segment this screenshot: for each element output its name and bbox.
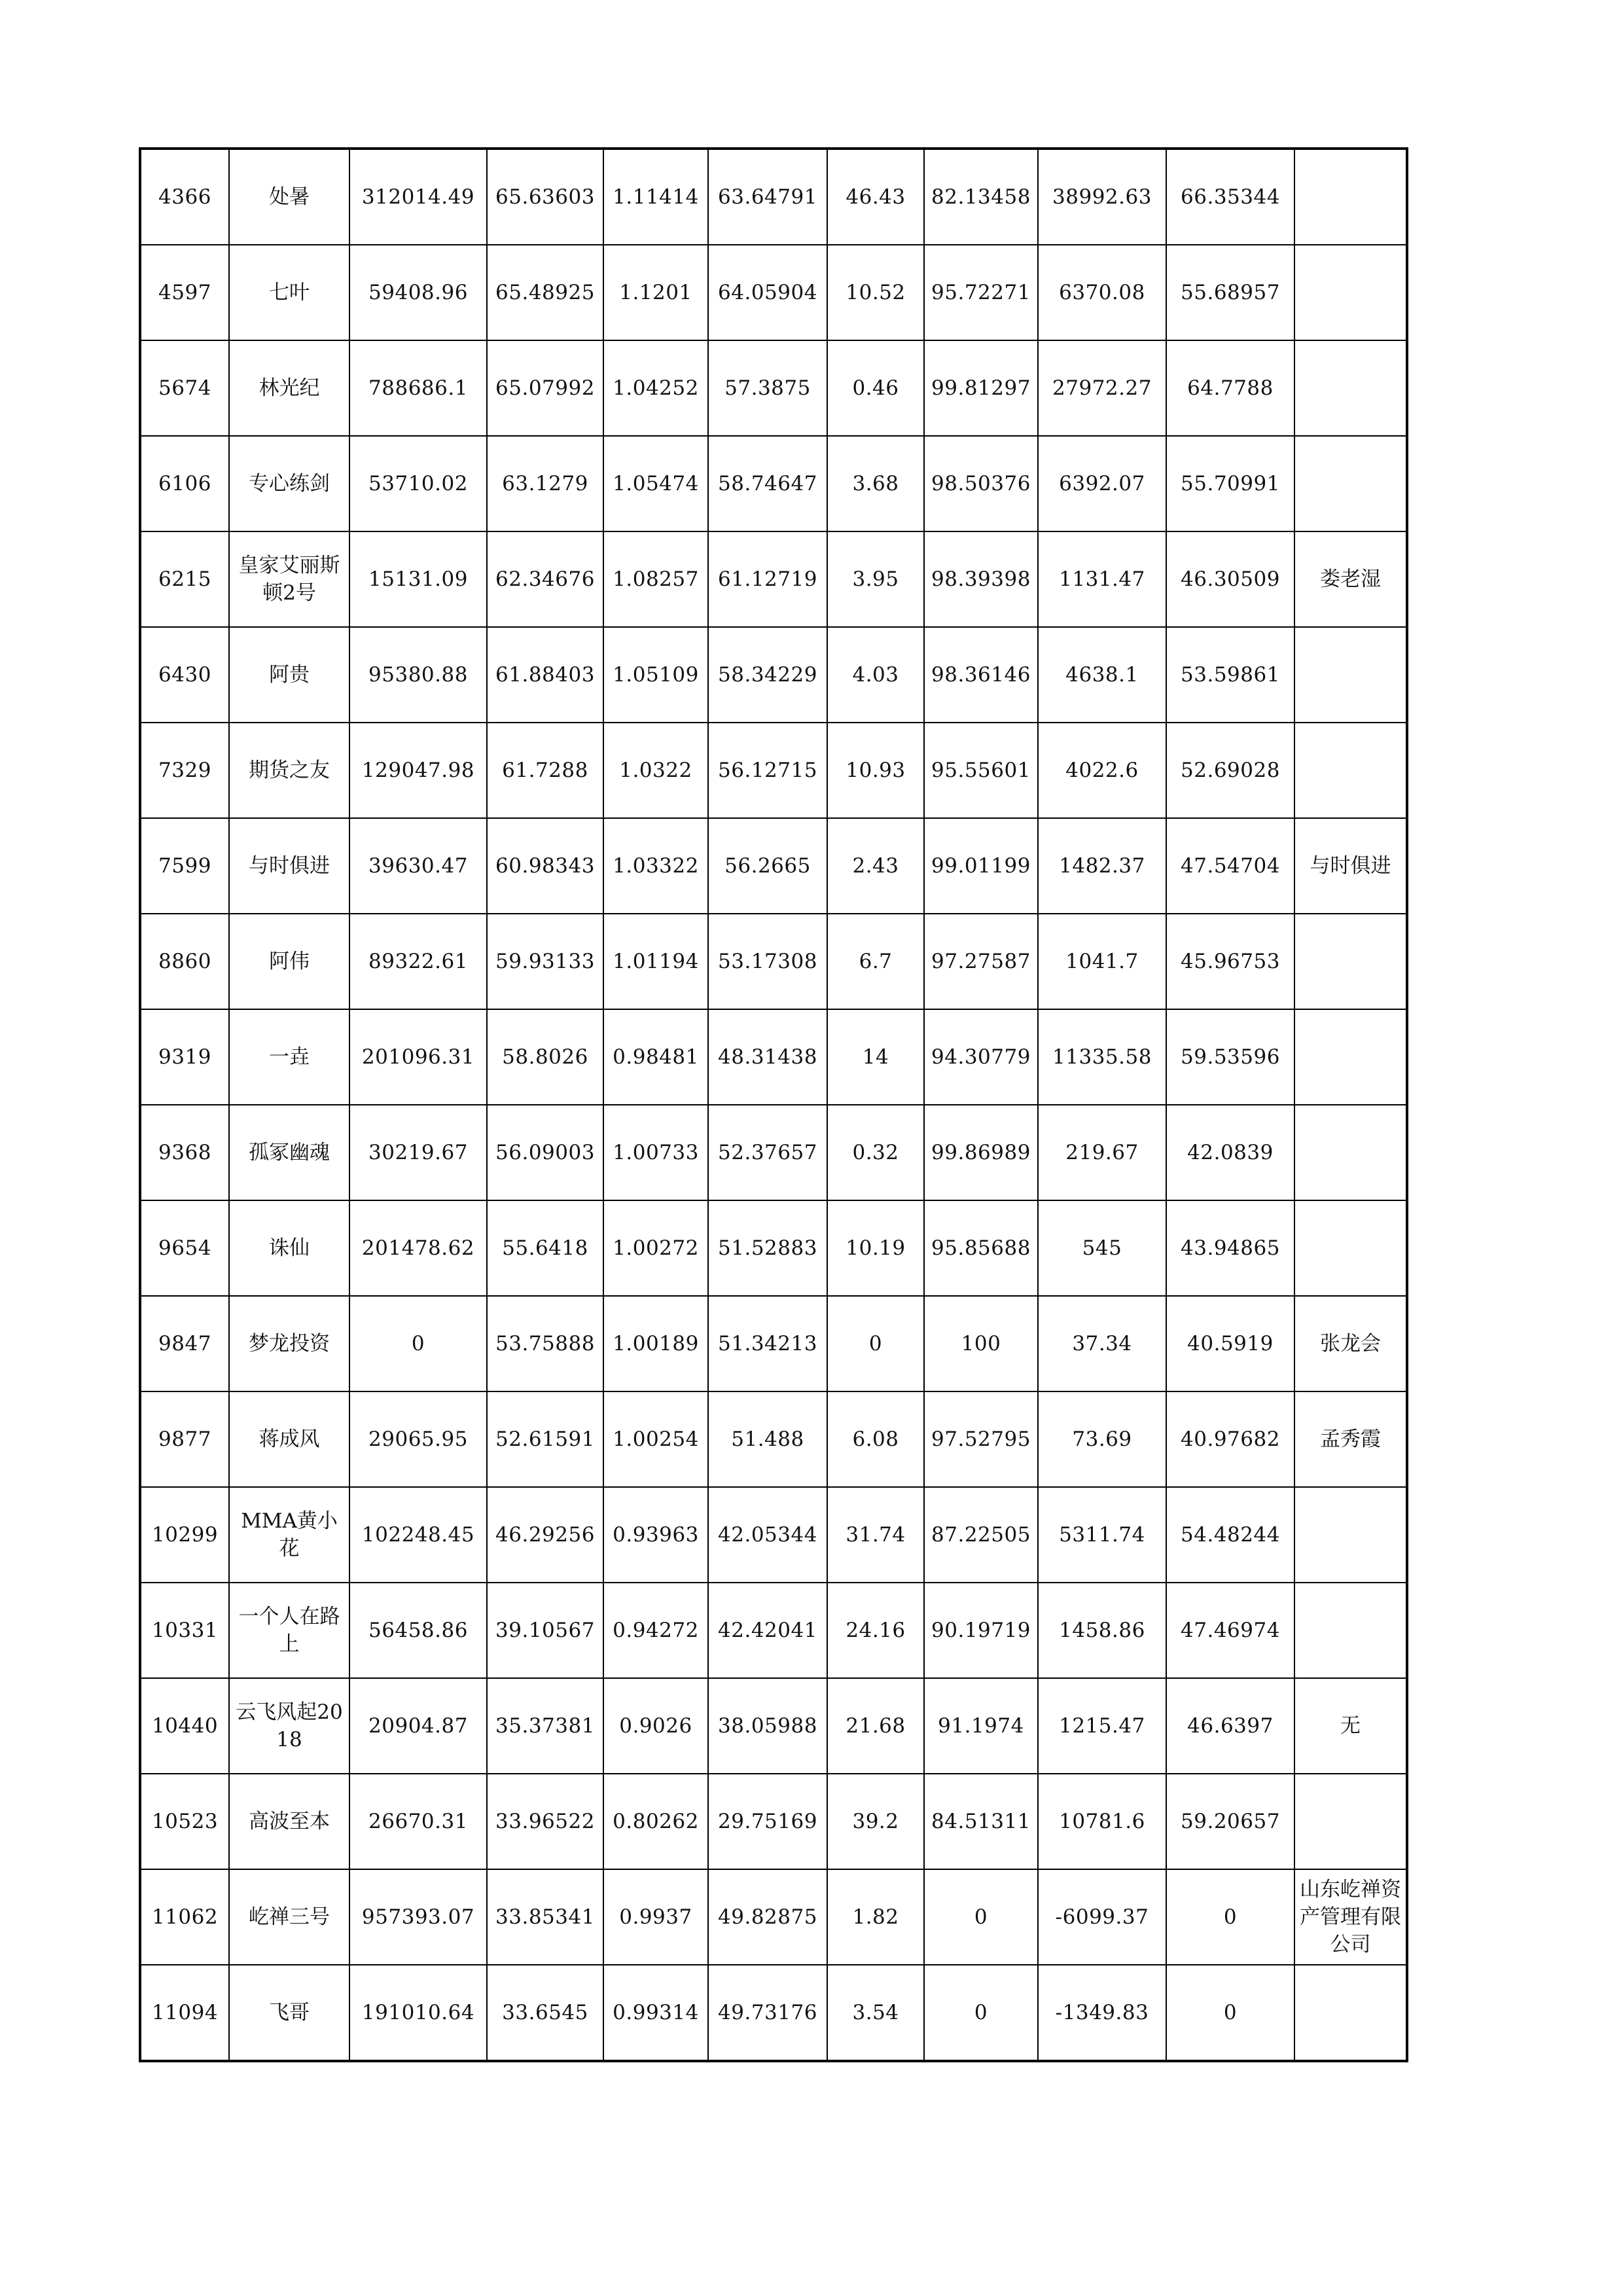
id-cell: 8860 — [140, 914, 229, 1009]
owner-cell — [1294, 723, 1407, 818]
id-cell: 9847 — [140, 1296, 229, 1391]
rating-cell: 51.488 — [708, 1391, 827, 1487]
net-value-cell: 1.00272 — [603, 1200, 708, 1296]
rating-cell: 42.42041 — [708, 1583, 827, 1678]
id-cell: 4597 — [140, 245, 229, 340]
profit-cell: 4022.6 — [1038, 723, 1166, 818]
score-cell: 65.48925 — [487, 245, 603, 340]
net-value-cell: 0.9937 — [603, 1869, 708, 1965]
score-cell: 63.1279 — [487, 436, 603, 531]
composite-cell: 40.97682 — [1166, 1391, 1294, 1487]
net-value-cell: 1.00189 — [603, 1296, 708, 1391]
account-name-cell: 阿伟 — [229, 914, 349, 1009]
owner-cell — [1294, 1105, 1407, 1200]
percent-cell: 97.52795 — [924, 1391, 1038, 1487]
account-name-cell: 屹禅三号 — [229, 1869, 349, 1965]
net-value-cell: 1.00733 — [603, 1105, 708, 1200]
account-name-cell: 阿贵 — [229, 627, 349, 723]
owner-cell — [1294, 1200, 1407, 1296]
composite-cell: 59.53596 — [1166, 1009, 1294, 1105]
score-cell: 62.34676 — [487, 531, 603, 627]
owner-cell: 与时俱进 — [1294, 818, 1407, 914]
drawdown-cell: 0 — [827, 1296, 924, 1391]
owner-cell — [1294, 436, 1407, 531]
net-value-cell: 1.08257 — [603, 531, 708, 627]
id-cell: 10331 — [140, 1583, 229, 1678]
percent-cell: 87.22505 — [924, 1487, 1038, 1583]
drawdown-cell: 24.16 — [827, 1583, 924, 1678]
composite-cell: 43.94865 — [1166, 1200, 1294, 1296]
drawdown-cell: 14 — [827, 1009, 924, 1105]
score-cell: 46.29256 — [487, 1487, 603, 1583]
table-row — [140, 1391, 1407, 1487]
profit-cell: 6370.08 — [1038, 245, 1166, 340]
id-cell: 10523 — [140, 1774, 229, 1869]
drawdown-cell: 10.19 — [827, 1200, 924, 1296]
profit-cell: 11335.58 — [1038, 1009, 1166, 1105]
composite-cell: 59.20657 — [1166, 1774, 1294, 1869]
equity-cell: 89322.61 — [349, 914, 487, 1009]
percent-cell: 97.27587 — [924, 914, 1038, 1009]
owner-cell: 山东屹禅资产管理有限公司 — [1294, 1869, 1407, 1965]
profit-cell: 4638.1 — [1038, 627, 1166, 723]
score-cell: 59.93133 — [487, 914, 603, 1009]
composite-cell: 64.7788 — [1166, 340, 1294, 436]
net-value-cell: 1.00254 — [603, 1391, 708, 1487]
percent-cell: 95.72271 — [924, 245, 1038, 340]
rating-cell: 51.34213 — [708, 1296, 827, 1391]
table-row — [140, 149, 1407, 245]
drawdown-cell: 46.43 — [827, 149, 924, 245]
percent-cell: 98.36146 — [924, 627, 1038, 723]
table-row — [140, 1774, 1407, 1869]
percent-cell: 90.19719 — [924, 1583, 1038, 1678]
rating-cell: 38.05988 — [708, 1678, 827, 1774]
equity-cell: 53710.02 — [349, 436, 487, 531]
composite-cell: 54.48244 — [1166, 1487, 1294, 1583]
profit-cell: 10781.6 — [1038, 1774, 1166, 1869]
id-cell: 11062 — [140, 1869, 229, 1965]
equity-cell: 788686.1 — [349, 340, 487, 436]
equity-cell: 201478.62 — [349, 1200, 487, 1296]
id-cell: 9877 — [140, 1391, 229, 1487]
net-value-cell: 1.1201 — [603, 245, 708, 340]
table-row — [140, 1009, 1407, 1105]
percent-cell: 99.01199 — [924, 818, 1038, 914]
equity-cell: 102248.45 — [349, 1487, 487, 1583]
profit-cell: -6099.37 — [1038, 1869, 1166, 1965]
id-cell: 6215 — [140, 531, 229, 627]
table-row — [140, 1200, 1407, 1296]
equity-cell: 15131.09 — [349, 531, 487, 627]
owner-cell: 无 — [1294, 1678, 1407, 1774]
table-row — [140, 1487, 1407, 1583]
score-cell: 33.96522 — [487, 1774, 603, 1869]
drawdown-cell: 6.7 — [827, 914, 924, 1009]
score-cell: 61.88403 — [487, 627, 603, 723]
score-cell: 39.10567 — [487, 1583, 603, 1678]
account-name-cell: 专心练剑 — [229, 436, 349, 531]
net-value-cell: 1.11414 — [603, 149, 708, 245]
equity-cell: 26670.31 — [349, 1774, 487, 1869]
owner-cell — [1294, 340, 1407, 436]
percent-cell: 95.55601 — [924, 723, 1038, 818]
percent-cell: 99.81297 — [924, 340, 1038, 436]
account-name-cell: 高波至本 — [229, 1774, 349, 1869]
composite-cell: 0 — [1166, 1965, 1294, 2061]
owner-cell — [1294, 1965, 1407, 2061]
account-name-cell: 一个人在路上 — [229, 1583, 349, 1678]
score-cell: 53.75888 — [487, 1296, 603, 1391]
profit-cell: 1482.37 — [1038, 818, 1166, 914]
drawdown-cell: 31.74 — [827, 1487, 924, 1583]
score-cell: 61.7288 — [487, 723, 603, 818]
percent-cell: 99.86989 — [924, 1105, 1038, 1200]
percent-cell: 0 — [924, 1869, 1038, 1965]
percent-cell: 98.39398 — [924, 531, 1038, 627]
percent-cell: 94.30779 — [924, 1009, 1038, 1105]
table-row — [140, 1869, 1407, 1965]
id-cell: 11094 — [140, 1965, 229, 2061]
percent-cell: 100 — [924, 1296, 1038, 1391]
score-cell: 56.09003 — [487, 1105, 603, 1200]
rating-cell: 57.3875 — [708, 340, 827, 436]
equity-cell: 20904.87 — [349, 1678, 487, 1774]
id-cell: 7599 — [140, 818, 229, 914]
net-value-cell: 0.94272 — [603, 1583, 708, 1678]
profit-cell: 1215.47 — [1038, 1678, 1166, 1774]
owner-cell: 孟秀霞 — [1294, 1391, 1407, 1487]
composite-cell: 40.5919 — [1166, 1296, 1294, 1391]
equity-cell: 56458.86 — [349, 1583, 487, 1678]
owner-cell — [1294, 1009, 1407, 1105]
equity-cell: 95380.88 — [349, 627, 487, 723]
drawdown-cell: 3.95 — [827, 531, 924, 627]
rating-cell: 52.37657 — [708, 1105, 827, 1200]
drawdown-cell: 0.46 — [827, 340, 924, 436]
table-row — [140, 1678, 1407, 1774]
drawdown-cell: 3.68 — [827, 436, 924, 531]
net-value-cell: 0.9026 — [603, 1678, 708, 1774]
table-row — [140, 1583, 1407, 1678]
rating-cell: 42.05344 — [708, 1487, 827, 1583]
score-cell: 58.8026 — [487, 1009, 603, 1105]
id-cell: 10440 — [140, 1678, 229, 1774]
net-value-cell: 1.05109 — [603, 627, 708, 723]
equity-cell: 129047.98 — [349, 723, 487, 818]
profit-cell: 5311.74 — [1038, 1487, 1166, 1583]
owner-cell — [1294, 627, 1407, 723]
id-cell: 6106 — [140, 436, 229, 531]
equity-cell: 30219.67 — [349, 1105, 487, 1200]
account-name-cell: 处暑 — [229, 149, 349, 245]
drawdown-cell: 21.68 — [827, 1678, 924, 1774]
table-row — [140, 627, 1407, 723]
net-value-cell: 1.05474 — [603, 436, 708, 531]
net-value-cell: 0.93963 — [603, 1487, 708, 1583]
table-row — [140, 1296, 1407, 1391]
score-cell: 55.6418 — [487, 1200, 603, 1296]
composite-cell: 0 — [1166, 1869, 1294, 1965]
rating-cell: 48.31438 — [708, 1009, 827, 1105]
equity-cell: 0 — [349, 1296, 487, 1391]
drawdown-cell: 3.54 — [827, 1965, 924, 2061]
id-cell: 9654 — [140, 1200, 229, 1296]
owner-cell — [1294, 914, 1407, 1009]
composite-cell: 55.68957 — [1166, 245, 1294, 340]
account-name-cell: 与时俱进 — [229, 818, 349, 914]
percent-cell: 98.50376 — [924, 436, 1038, 531]
composite-cell: 47.54704 — [1166, 818, 1294, 914]
equity-cell: 39630.47 — [349, 818, 487, 914]
table-body — [140, 149, 1407, 2061]
account-name-cell: 诛仙 — [229, 1200, 349, 1296]
table-row — [140, 914, 1407, 1009]
drawdown-cell: 2.43 — [827, 818, 924, 914]
profit-cell: -1349.83 — [1038, 1965, 1166, 2061]
account-name-cell: 蒋成风 — [229, 1391, 349, 1487]
composite-cell: 66.35344 — [1166, 149, 1294, 245]
ranking-table — [139, 147, 1408, 2062]
profit-cell: 38992.63 — [1038, 149, 1166, 245]
rating-cell: 53.17308 — [708, 914, 827, 1009]
table-row — [140, 436, 1407, 531]
percent-cell: 95.85688 — [924, 1200, 1038, 1296]
table-row — [140, 531, 1407, 627]
owner-cell — [1294, 1487, 1407, 1583]
table-row — [140, 340, 1407, 436]
score-cell: 33.85341 — [487, 1869, 603, 1965]
account-name-cell: 皇家艾丽斯顿2号 — [229, 531, 349, 627]
equity-cell: 191010.64 — [349, 1965, 487, 2061]
composite-cell: 45.96753 — [1166, 914, 1294, 1009]
table-row — [140, 245, 1407, 340]
percent-cell: 0 — [924, 1965, 1038, 2061]
account-name-cell: 七叶 — [229, 245, 349, 340]
table-row — [140, 723, 1407, 818]
net-value-cell: 0.80262 — [603, 1774, 708, 1869]
id-cell: 5674 — [140, 340, 229, 436]
drawdown-cell: 1.82 — [827, 1869, 924, 1965]
score-cell: 52.61591 — [487, 1391, 603, 1487]
net-value-cell: 1.03322 — [603, 818, 708, 914]
profit-cell: 6392.07 — [1038, 436, 1166, 531]
composite-cell: 46.30509 — [1166, 531, 1294, 627]
rating-cell: 49.82875 — [708, 1869, 827, 1965]
profit-cell: 27972.27 — [1038, 340, 1166, 436]
id-cell: 7329 — [140, 723, 229, 818]
drawdown-cell: 10.93 — [827, 723, 924, 818]
account-name-cell: 期货之友 — [229, 723, 349, 818]
rating-cell: 63.64791 — [708, 149, 827, 245]
drawdown-cell: 6.08 — [827, 1391, 924, 1487]
equity-cell: 29065.95 — [349, 1391, 487, 1487]
composite-cell: 47.46974 — [1166, 1583, 1294, 1678]
net-value-cell: 1.01194 — [603, 914, 708, 1009]
composite-cell: 53.59861 — [1166, 627, 1294, 723]
net-value-cell: 1.04252 — [603, 340, 708, 436]
score-cell: 35.37381 — [487, 1678, 603, 1774]
owner-cell — [1294, 245, 1407, 340]
rating-cell: 56.2665 — [708, 818, 827, 914]
owner-cell — [1294, 1583, 1407, 1678]
profit-cell: 37.34 — [1038, 1296, 1166, 1391]
net-value-cell: 1.0322 — [603, 723, 708, 818]
equity-cell: 201096.31 — [349, 1009, 487, 1105]
id-cell: 9319 — [140, 1009, 229, 1105]
equity-cell: 312014.49 — [349, 149, 487, 245]
equity-cell: 59408.96 — [349, 245, 487, 340]
account-name-cell: 梦龙投资 — [229, 1296, 349, 1391]
id-cell: 10299 — [140, 1487, 229, 1583]
profit-cell: 545 — [1038, 1200, 1166, 1296]
rating-cell: 58.74647 — [708, 436, 827, 531]
score-cell: 60.98343 — [487, 818, 603, 914]
drawdown-cell: 4.03 — [827, 627, 924, 723]
account-name-cell: 飞哥 — [229, 1965, 349, 2061]
score-cell: 65.63603 — [487, 149, 603, 245]
rating-cell: 56.12715 — [708, 723, 827, 818]
equity-cell: 957393.07 — [349, 1869, 487, 1965]
score-cell: 33.6545 — [487, 1965, 603, 2061]
rating-cell: 49.73176 — [708, 1965, 827, 2061]
table-row — [140, 1965, 1407, 2061]
composite-cell: 55.70991 — [1166, 436, 1294, 531]
id-cell: 6430 — [140, 627, 229, 723]
owner-cell — [1294, 1774, 1407, 1869]
table-row — [140, 818, 1407, 914]
rating-cell: 64.05904 — [708, 245, 827, 340]
rating-cell: 61.12719 — [708, 531, 827, 627]
score-cell: 65.07992 — [487, 340, 603, 436]
id-cell: 4366 — [140, 149, 229, 245]
id-cell: 9368 — [140, 1105, 229, 1200]
net-value-cell: 0.99314 — [603, 1965, 708, 2061]
account-name-cell: 一垚 — [229, 1009, 349, 1105]
profit-cell: 1041.7 — [1038, 914, 1166, 1009]
rating-cell: 51.52883 — [708, 1200, 827, 1296]
profit-cell: 219.67 — [1038, 1105, 1166, 1200]
rating-cell: 58.34229 — [708, 627, 827, 723]
drawdown-cell: 39.2 — [827, 1774, 924, 1869]
net-value-cell: 0.98481 — [603, 1009, 708, 1105]
drawdown-cell: 0.32 — [827, 1105, 924, 1200]
drawdown-cell: 10.52 — [827, 245, 924, 340]
profit-cell: 1131.47 — [1038, 531, 1166, 627]
owner-cell: 娄老湿 — [1294, 531, 1407, 627]
rating-cell: 29.75169 — [708, 1774, 827, 1869]
table-row — [140, 1105, 1407, 1200]
percent-cell: 82.13458 — [924, 149, 1038, 245]
percent-cell: 84.51311 — [924, 1774, 1038, 1869]
owner-cell — [1294, 149, 1407, 245]
percent-cell: 91.1974 — [924, 1678, 1038, 1774]
account-name-cell: 云飞风起2018 — [229, 1678, 349, 1774]
account-name-cell: 林光纪 — [229, 340, 349, 436]
composite-cell: 42.0839 — [1166, 1105, 1294, 1200]
composite-cell: 46.6397 — [1166, 1678, 1294, 1774]
account-name-cell: MMA黄小花 — [229, 1487, 349, 1583]
composite-cell: 52.69028 — [1166, 723, 1294, 818]
profit-cell: 1458.86 — [1038, 1583, 1166, 1678]
account-name-cell: 孤冢幽魂 — [229, 1105, 349, 1200]
profit-cell: 73.69 — [1038, 1391, 1166, 1487]
owner-cell: 张龙会 — [1294, 1296, 1407, 1391]
